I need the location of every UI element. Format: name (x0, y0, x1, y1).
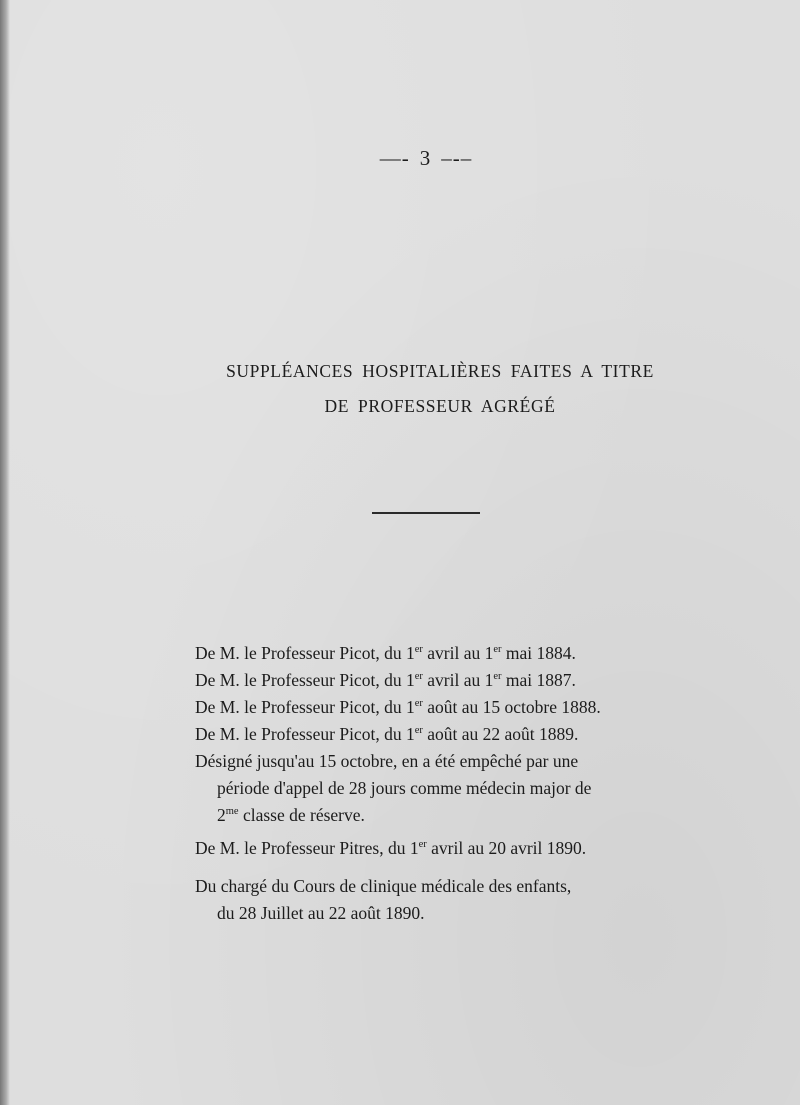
list-item (195, 873, 715, 927)
entry-text: avril au 20 avril 1890. (426, 838, 587, 858)
entry-text: période d'appel de 28 jours comme médecin major de (217, 778, 592, 798)
list-item (195, 640, 715, 667)
list-item (195, 694, 715, 721)
page-number (26, 146, 800, 171)
list-item-note (195, 748, 715, 829)
entry-text: août au 22 août 1889. (422, 724, 579, 744)
section-divider (372, 512, 480, 514)
entry-text: du 28 Juillet au 22 août 1890. (217, 903, 425, 923)
entry-text: avril au 1 (422, 670, 494, 690)
section-title-line-1: SUPPLÉANCES HOSPITALIÈRES FAITES A TITRE (226, 361, 654, 381)
section-title-line-2: DE PROFESSEUR AGRÉGÉ (324, 396, 556, 416)
page-number-value: 3 (419, 146, 432, 170)
entry-superscript: er (493, 644, 502, 655)
entry-text: avril au 1 (422, 643, 494, 663)
entry-text: août au 15 octobre 1888. (422, 697, 601, 717)
entry-text: mai 1884. (501, 643, 576, 663)
list-item (195, 667, 715, 694)
entry-text: De M. le Professeur Picot, du 1 (195, 697, 415, 717)
entry-text: mai 1887. (501, 670, 576, 690)
substitutions-list (195, 640, 715, 927)
page-number-dash-right: –-– (441, 146, 473, 170)
entry-superscript: er (414, 644, 423, 655)
page-number-dash-left: —- (379, 146, 410, 170)
entry-superscript: me (225, 806, 239, 817)
entry-text: De M. le Professeur Picot, du 1 (195, 670, 415, 690)
entry-text: 2 (217, 805, 226, 825)
section-title (150, 354, 730, 424)
entry-text: Du chargé du Cours de clinique médicale des enfants, (195, 876, 572, 896)
entry-superscript: er (414, 698, 423, 709)
entry-superscript: er (414, 725, 423, 736)
entry-superscript: er (414, 671, 423, 682)
entry-superscript: er (418, 839, 427, 850)
list-item (195, 835, 715, 862)
entry-text: classe de réserve. (238, 805, 365, 825)
entry-text: De M. le Professeur Picot, du 1 (195, 724, 415, 744)
list-item (195, 721, 715, 748)
entry-text: De M. le Professeur Picot, du 1 (195, 643, 415, 663)
entry-text: Désigné jusqu'au 15 octobre, en a été empêché par une (195, 751, 579, 771)
entry-superscript: er (493, 671, 502, 682)
entry-text: De M. le Professeur Pitres, du 1 (195, 838, 419, 858)
